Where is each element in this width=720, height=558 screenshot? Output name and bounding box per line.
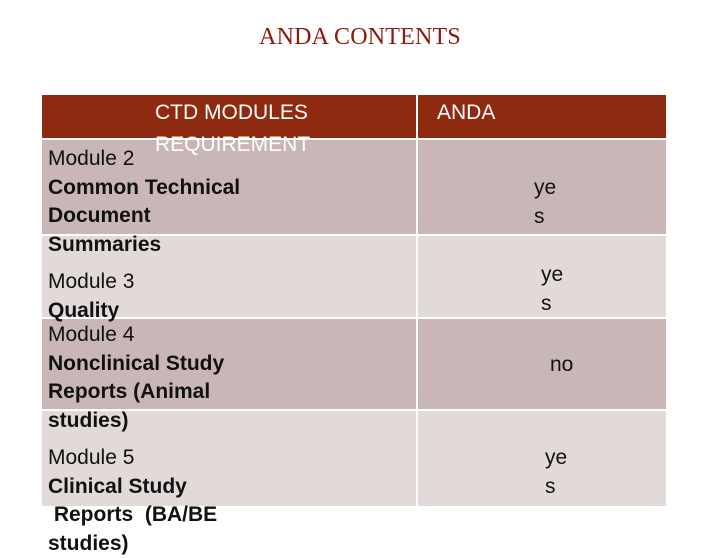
module-3-anda-value (541, 261, 563, 318)
header-anda-label: ANDA (437, 97, 495, 129)
module-desc-line: studies) (48, 530, 217, 558)
module-desc-line: Clinical Study (48, 473, 217, 502)
module-desc-line: Document (48, 202, 240, 231)
table-row-module-4-anda (418, 319, 666, 409)
module-desc-line: Quality (48, 297, 134, 326)
anda-value-line: s (541, 290, 563, 319)
module-2-anda-value (534, 174, 556, 231)
module-5-anda-value (545, 444, 567, 501)
module-desc-line: Common Technical (48, 174, 240, 203)
module-name: Module 2 (48, 145, 240, 174)
module-5-text (48, 444, 217, 558)
module-desc-line: Reports (BA/BE (48, 501, 217, 530)
anda-value-line: ye (545, 444, 567, 473)
anda-value-line: s (534, 203, 556, 232)
header-line: CTD MODULES (155, 97, 310, 129)
module-name: Module 5 (48, 444, 217, 473)
module-2-text (48, 145, 240, 259)
module-name: Module 3 (48, 268, 134, 297)
module-desc-line: Summaries (48, 231, 240, 260)
table-row-module-5-anda (418, 411, 666, 506)
anda-value-line: ye (541, 261, 563, 290)
module-4-anda-value (550, 351, 573, 380)
module-desc-line: Reports (Animal (48, 378, 224, 407)
anda-value-line: no (550, 351, 573, 380)
anda-value-line: ye (534, 174, 556, 203)
anda-value-line: s (545, 473, 567, 502)
module-3-text (48, 268, 134, 325)
module-desc-line: studies) (48, 407, 224, 436)
header-line: REQUIREMENT (155, 129, 310, 161)
module-name: Module 4 (48, 321, 224, 350)
module-4-text (48, 321, 224, 435)
module-desc-line: Nonclinical Study (48, 350, 224, 379)
page-title: ANDA CONTENTS (0, 24, 720, 51)
